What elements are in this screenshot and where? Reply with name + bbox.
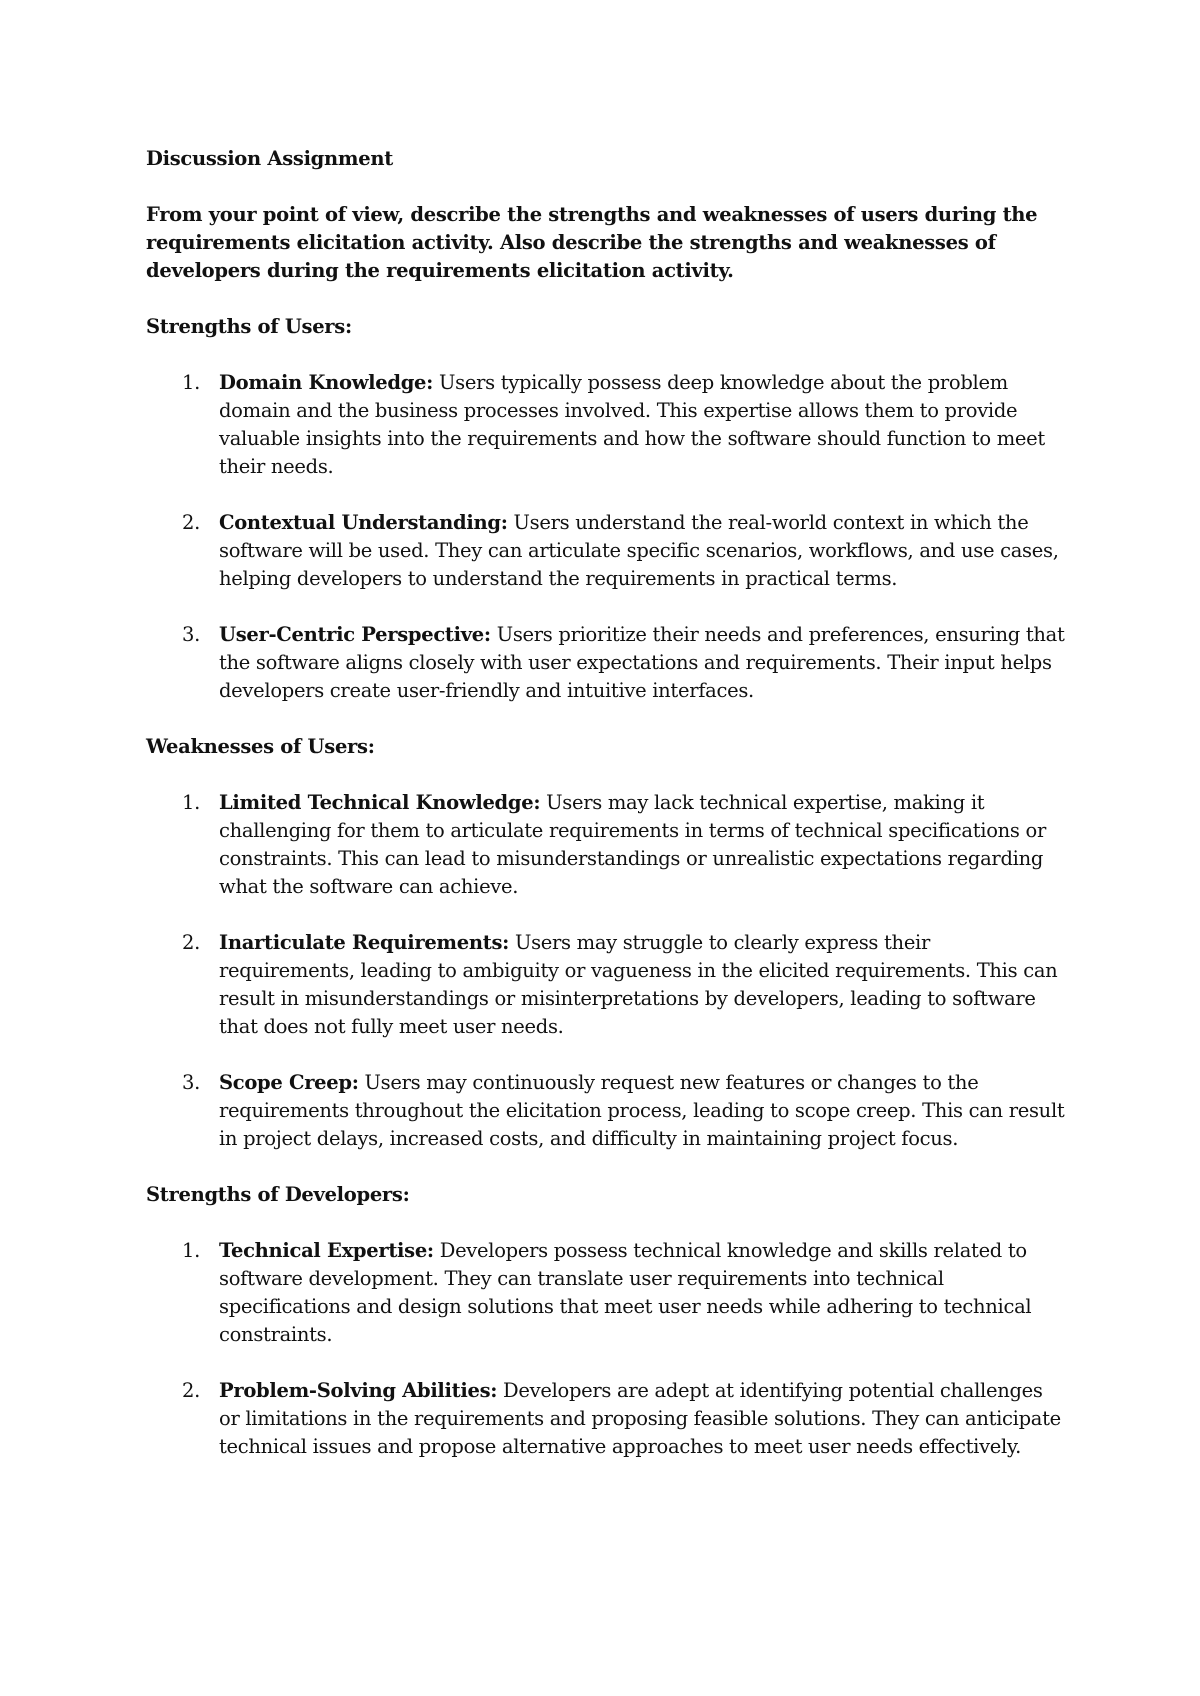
item-text: Users typically possess deep knowledge about the problem domain and the business processes involved. This expertise allows them to provide valuable insights into the requirements and how the software should function to meet their needs.: [219, 371, 1045, 478]
item-term: Inarticulate Requirements:: [219, 931, 510, 954]
item-term: User-Centric Perspective:: [219, 623, 491, 646]
item-text: Users prioritize their needs and preferences, ensuring that the software aligns closely with user expectations and requirements. Their input helps developers create user-friendly and intuitive interfaces.: [219, 623, 1065, 702]
assignment-prompt: From your point of view, describe the strengths and weaknesses of users during the requirements elicitation activity. Also describe the strengths and weaknesses of developers during the requirements elicitation activity.: [146, 203, 1038, 282]
numbered-list: [146, 789, 1066, 1153]
document-title: Discussion Assignment: [146, 147, 393, 170]
list-item: [146, 1237, 1066, 1349]
document-page: [146, 145, 1066, 1489]
list-number: 2.: [182, 931, 201, 954]
list-number: 1.: [182, 1239, 201, 1262]
list-item: [146, 1069, 1066, 1153]
item-text: Users may continuously request new features or changes to the requirements throughout the elicitation process, leading to scope creep. This can result in project delays, increased costs, and difficulty in maintaining project focus.: [219, 1071, 1065, 1150]
item-text: Developers possess technical knowledge and skills related to software development. They can translate user requirements into technical specifications and design solutions that meet user needs while adhering to technical constraints.: [219, 1239, 1032, 1346]
list-number: 1.: [182, 371, 201, 394]
item-term: Scope Creep:: [219, 1071, 359, 1094]
list-number: 3.: [182, 623, 201, 646]
list-number: 1.: [182, 791, 201, 814]
item-term: Problem-Solving Abilities:: [219, 1379, 498, 1402]
section-heading: Strengths of Developers:: [146, 1183, 410, 1206]
list-item: [146, 509, 1066, 593]
list-item: [146, 621, 1066, 705]
list-item: [146, 929, 1066, 1041]
list-number: 2.: [182, 1379, 201, 1402]
list-number: 2.: [182, 511, 201, 534]
item-text: Users may struggle to clearly express their requirements, leading to ambiguity or vagueness in the elicited requirements. This can result in misunderstandings or misinterpretations by developers, leading to software that does not fully meet user needs.: [219, 931, 1058, 1038]
item-term: Domain Knowledge:: [219, 371, 434, 394]
numbered-list: [146, 369, 1066, 705]
list-item: [146, 789, 1066, 901]
item-term: Contextual Understanding:: [219, 511, 508, 534]
item-text: Developers are adept at identifying potential challenges or limitations in the requirements and proposing feasible solutions. They can anticipate technical issues and propose alternative approaches to meet user needs effectively.: [219, 1379, 1061, 1458]
section-weaknesses-of-users: [146, 733, 1066, 1153]
section-strengths-of-developers: [146, 1181, 1066, 1461]
numbered-list: [146, 1237, 1066, 1461]
section-heading: Strengths of Users:: [146, 315, 352, 338]
list-item: [146, 369, 1066, 481]
list-number: 3.: [182, 1071, 201, 1094]
item-term: Limited Technical Knowledge:: [219, 791, 541, 814]
item-text: Users understand the real-world context in which the software will be used. They can articulate specific scenarios, workflows, and use cases, helping developers to understand the requirements in practical terms.: [219, 511, 1059, 590]
list-item: [146, 1377, 1066, 1461]
item-text: Users may lack technical expertise, making it challenging for them to articulate requirements in terms of technical specifications or constraints. This can lead to misunderstandings or unrealistic expectations regarding what the software can achieve.: [219, 791, 1046, 898]
section-strengths-of-users: [146, 313, 1066, 705]
section-heading: Weaknesses of Users:: [146, 735, 375, 758]
item-term: Technical Expertise:: [219, 1239, 434, 1262]
